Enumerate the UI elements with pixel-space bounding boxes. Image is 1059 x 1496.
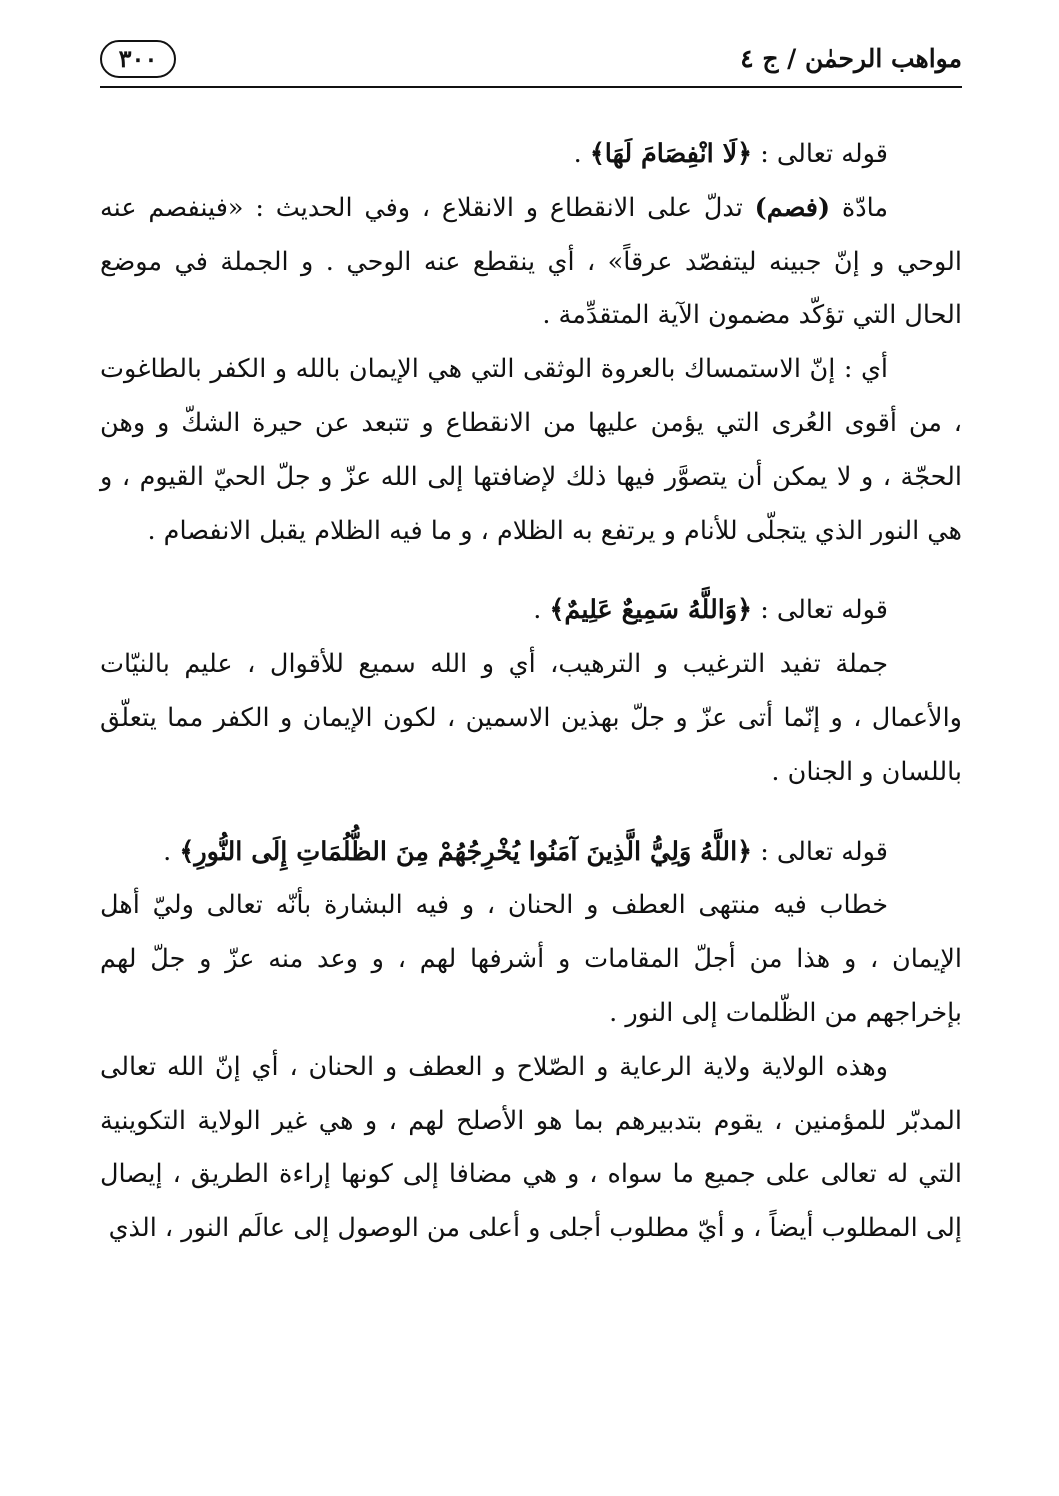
paragraph-text: تدلّ على الانقطاع و الانقلاع ، وفي الحديث : «فينفصم عنه الوحي و إنّ جبينه ليتفصّد عرقاً» ، أي ينقطع عنه الوحي . و الجملة في موضع الحال التي تؤكّد مضمون الآية المتقدِّمة . (100, 192, 962, 331)
paragraph: جملة تفيد الترغيب و الترهيب، أي و الله سميع للأقوال ، عليم بالنيّات والأعمال ، و إنّما أتى عزّ و جلّ بهذين الاسمين ، لكون الإيمان و الكفر مما يتعلّق باللسان و الجنان . (100, 649, 962, 787)
paragraph: أي : إنّ الاستمساك بالعروة الوثقى التي هي الإيمان بالله و الكفر بالطاغوت ، من أقوى العُرى التي يؤمن عليها من الانقطاع و تتبعد عن حيرة الشكّ و وهن الحجّة ، و لا يمكن أن يتصوَّر فيها ذلك لإضافتها إلى الله عزّ و جلّ الحيّ القيوم ، و هي النور الذي يتجلّى للأنام و يرتفع به الظلام ، و ما فيه الظلام يقبل الانفصام . (100, 354, 962, 546)
verse-end: . (573, 139, 590, 169)
verse-heading-2 (100, 584, 962, 638)
root-word: (فصم) (754, 192, 831, 223)
quran-verse: ﴿وَاللَّهُ سَمِيعٌ عَلِيمٌ﴾ (549, 595, 753, 626)
quran-verse: ﴿اللَّهُ وَلِيُّ الَّذِينَ آمَنُوا يُخْرِجُهُمْ مِنَ الظُّلُمَاتِ إِلَى النُّورِ﴾ (179, 836, 753, 867)
quran-verse: ﴿لَا انْفِصَامَ لَهَا﴾ (589, 139, 753, 169)
verse-heading-3 (100, 826, 962, 880)
paragraph (100, 182, 962, 343)
header-rule (100, 86, 962, 88)
verse-end: . (533, 595, 550, 626)
verse-end: . (163, 836, 180, 867)
paragraph-text: مادّة (830, 192, 888, 223)
paragraph: خطاب فيه منتهى العطف و الحنان ، و فيه البشارة بأنّه تعالى وليّ أهل الإيمان ، و هذا من أجلّ المقامات و أشرفها لهم ، و وعد منه عزّ و جلّ لهم بإخراجهم من الظّلمات إلى النور . (100, 890, 962, 1028)
verse-heading-1 (100, 128, 962, 182)
verse-intro: قوله تعالى : (752, 595, 888, 626)
page-number: ٣٠٠ (100, 40, 176, 78)
verse-intro: قوله تعالى : (752, 836, 888, 867)
page-header (100, 40, 962, 84)
running-title: مواهب الرحمٰن / ج ٤ (740, 44, 962, 73)
paragraph: وهذه الولاية ولاية الرعاية و الصّلاح و العطف و الحنان ، أي إنّ الله تعالى المدبّر للمؤمنين ، يقوم بتدبيرهم بما هو الأصلح لهم ، و هي غير الولاية التكوينية التي له تعالى على جميع ما سواه ، و هي مضافا إلى كونها إراءة الطريق ، إيصال إلى المطلوب أيضاً ، و أيّ مطلوب أجلى و أعلى من الوصول إلى عالَم النور ، الذي (100, 1051, 962, 1244)
body-text (100, 128, 962, 1256)
verse-intro: قوله تعالى : (752, 139, 888, 169)
